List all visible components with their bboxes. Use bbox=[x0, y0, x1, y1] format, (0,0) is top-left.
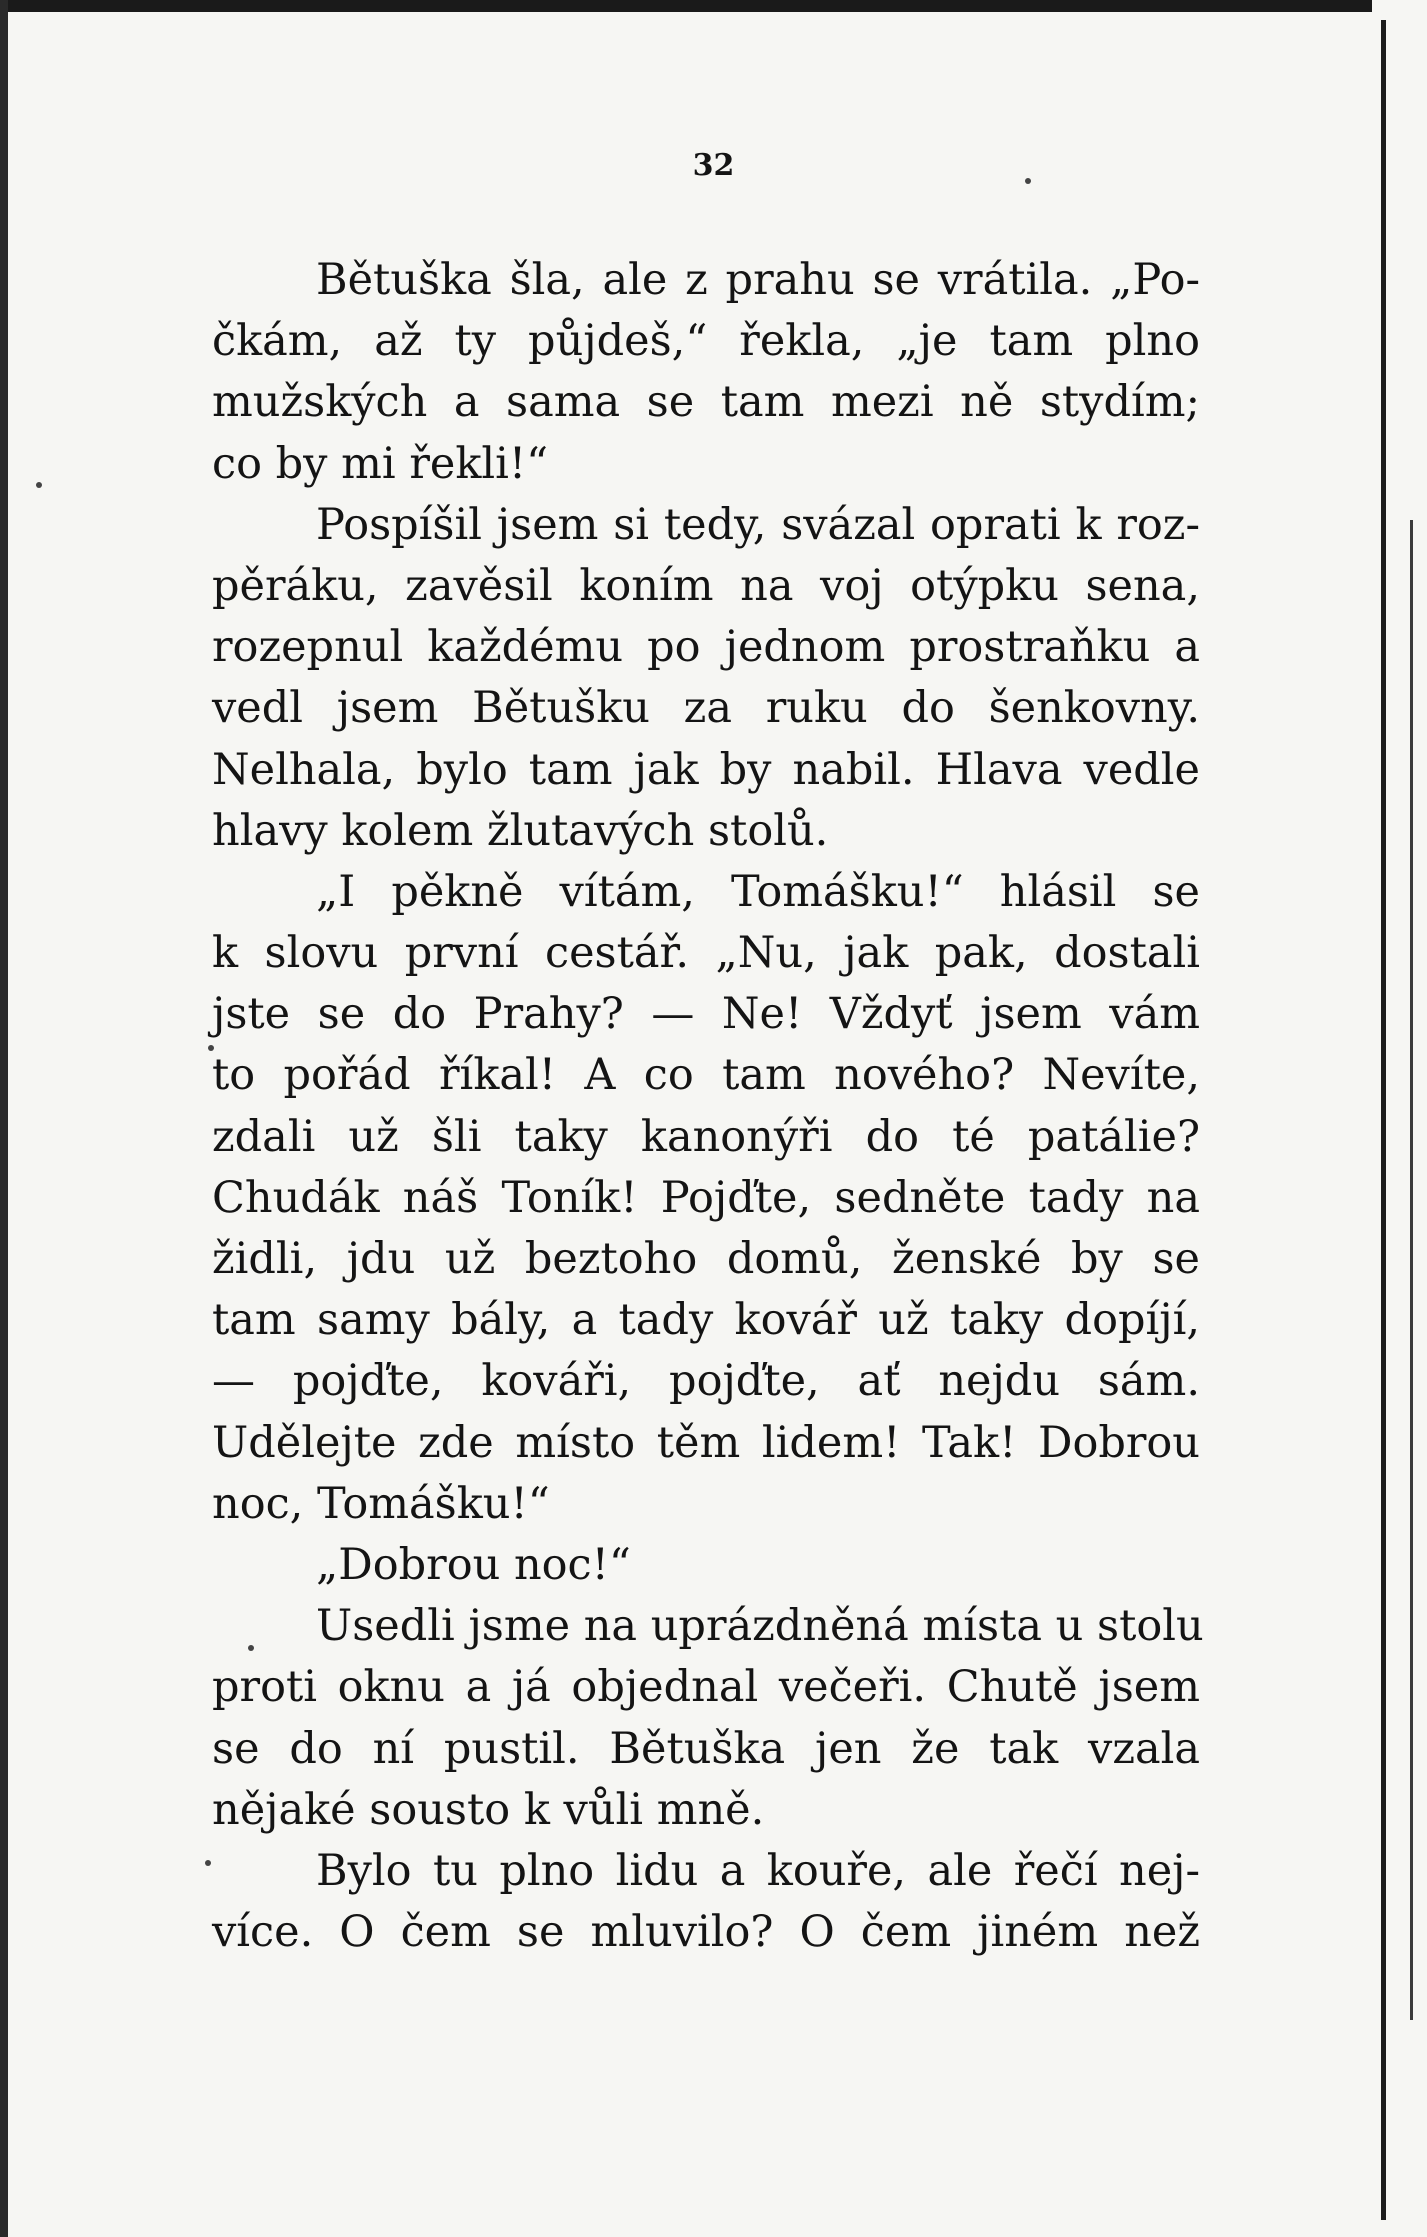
text-line: Pospíšil jsem si tedy, svázal oprati k roz- bbox=[316, 499, 1200, 550]
scan-binding-line-inner bbox=[1410, 520, 1413, 2020]
text-line: Bětuška šla, ale z prahu se vrátila. „Po- bbox=[316, 255, 1200, 305]
text-line: hlavy kolem žlutavých stolů. bbox=[212, 805, 829, 856]
scan-speck bbox=[36, 482, 42, 488]
text-line: to pořád říkal! A co tam nového? Nevíte, bbox=[212, 1050, 1200, 1101]
text-line: více. O čem se mluvilo? O čem jiném než bbox=[212, 1907, 1200, 1958]
text-line: pěráku, zavěsil koním na voj otýpku sena, bbox=[212, 560, 1200, 611]
text-line: zdali už šli taky kanonýři do té patálie? bbox=[212, 1111, 1200, 1162]
scan-speck bbox=[205, 1860, 211, 1866]
text-line: židli, jdu už beztoho domů, ženské by se bbox=[212, 1234, 1200, 1284]
text-line: Usedli jsme na uprázdněná místa u stolu bbox=[316, 1601, 1204, 1652]
scan-speck bbox=[208, 1045, 214, 1051]
text-line: — pojďte, kováři, pojďte, ať nejdu sám. bbox=[212, 1356, 1200, 1407]
text-line: jste se do Prahy? — Ne! Vždyť jsem vám bbox=[212, 989, 1200, 1040]
text-line: k slovu první cestář. „Nu, jak pak, dostali bbox=[212, 928, 1200, 979]
text-line: nějaké sousto k vůli mně. bbox=[212, 1784, 765, 1835]
text-line: Bylo tu plno lidu a kouře, ale řečí nej- bbox=[316, 1845, 1200, 1896]
text-line: Nelhala, bylo tam jak by nabil. Hlava vedle bbox=[212, 744, 1200, 795]
text-line: „Dobrou noc!“ bbox=[316, 1539, 631, 1590]
text-line: vedl jsem Bětušku za ruku do šenkovny. bbox=[212, 683, 1200, 734]
body-text bbox=[212, 250, 1204, 1963]
text-line: mužských a sama se tam mezi ně stydím; bbox=[212, 377, 1200, 428]
text-line: noc, Tomášku!“ bbox=[212, 1478, 550, 1529]
text-line: čkám, až ty půjdeš,“ řekla, „je tam plno bbox=[212, 316, 1200, 367]
text-line: tam samy bály, a tady kovář už taky dopíjí, bbox=[212, 1295, 1200, 1346]
text-line: rozepnul každému po jednom prostraňku a bbox=[212, 622, 1200, 673]
text-line: co by mi řekli!“ bbox=[212, 438, 549, 489]
text-line: Udělejte zde místo těm lidem! Tak! Dobrou bbox=[212, 1417, 1200, 1468]
text-line: proti oknu a já objednal večeři. Chutě jsem bbox=[212, 1662, 1200, 1713]
text-line: se do ní pustil. Bětuška jen že tak vzala bbox=[212, 1723, 1200, 1774]
text-line: Chudák náš Toník! Pojďte, sedněte tady na bbox=[212, 1172, 1200, 1223]
scan-top-edge bbox=[0, 0, 1427, 12]
scan-speck bbox=[1025, 178, 1031, 184]
text-line: „I pěkně vítám, Tomášku!“ hlásil se bbox=[316, 866, 1200, 917]
scan-speck bbox=[248, 1645, 254, 1651]
scan-left-edge bbox=[0, 0, 8, 2237]
scan-binding-line bbox=[1381, 20, 1386, 2220]
page-number: 32 bbox=[692, 148, 735, 183]
